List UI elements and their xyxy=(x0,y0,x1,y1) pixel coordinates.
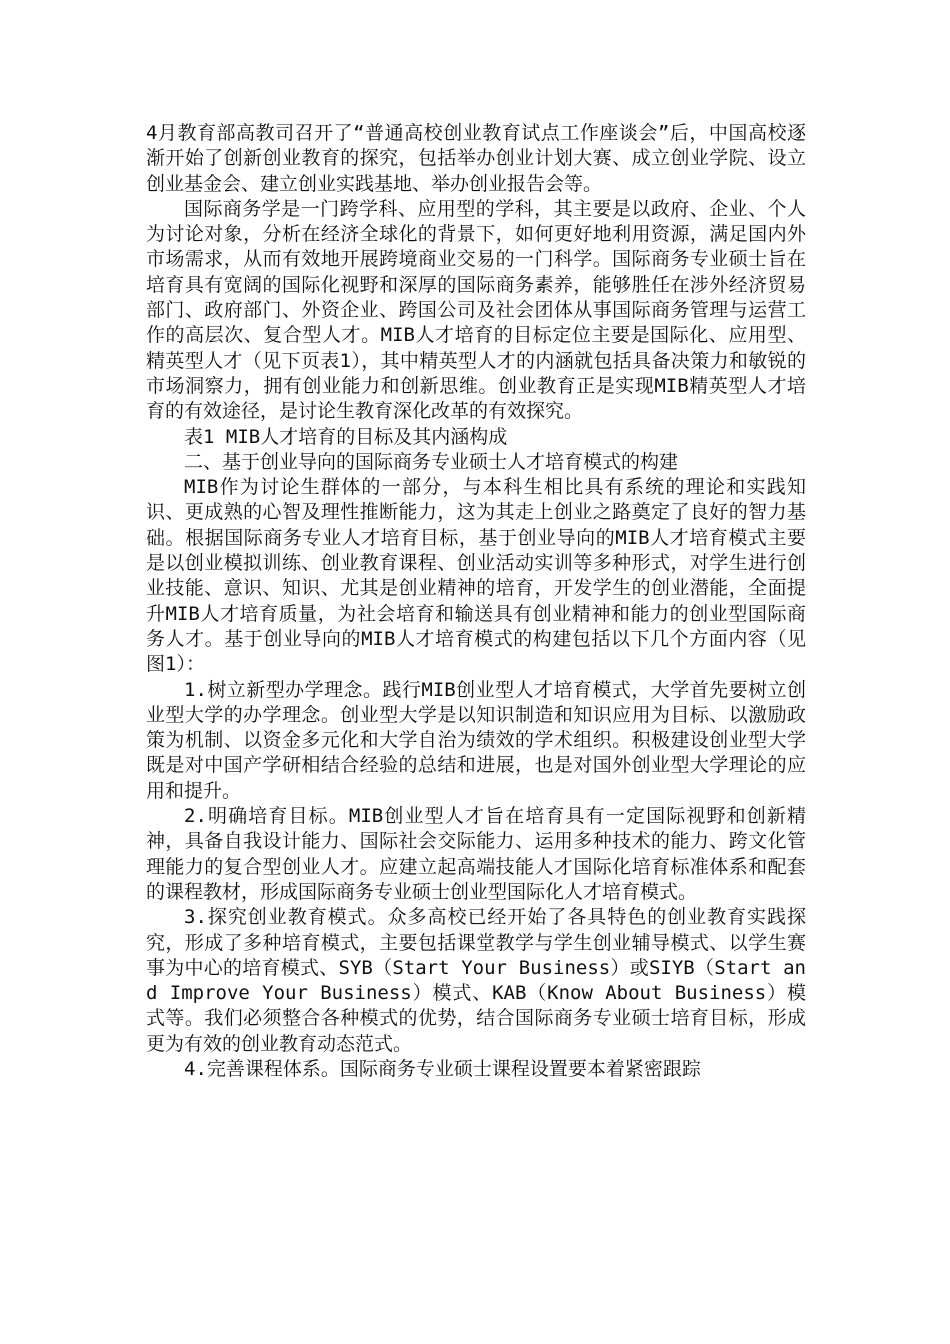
paragraph-international-business: 国际商务学是一门跨学科、应用型的学科，其主要是以政府、企业、个人为讨论对象，分析在经济全球化的背景下，如何更好地利用资源，满足国内外市场需求，从而有效地开展跨境商业交易的一门科学。国际商务专业硕士旨在培育具有宽阔的国际化视野和深厚的国际商务素养，能够胜任在涉外经济贸易部门、政府部门、外资企业、跨国公司及社会团体从事国际商务管理与运营工作的高层次、复合型人才。MIB人才培育的目标定位主要是国际化、应用型、精英型人才（见下页表1），其中精英型人才的内涵就包括具备决策力和敏锐的市场洞察力，拥有创业能力和创新思维。创业教育正是实现MIB精英型人才培育的有效途径，是讨论生教育深化改革的有效探究。 xyxy=(146,197,806,423)
paragraph-intro-continued: 4月教育部高教司召开了“普通高校创业教育试点工作座谈会”后，中国高校逐渐开始了创新创业教育的探究，包括举办创业计划大赛、成立创业学院、设立创业基金会、建立创业实践基地、举办创业报告会等。 xyxy=(146,122,806,195)
document-page xyxy=(146,121,806,1082)
table-caption: 表1 MIB人才培育的目标及其内涵构成 xyxy=(184,425,508,448)
paragraph-item-1: 1.树立新型办学理念。践行MIB创业型人才培育模式，大学首先要树立创业型大学的办学理念。创业型大学是以知识制造和知识应用为目标、以激励政策为机制、以资金多元化和大学自治为绩效的学术组织。积极建设创业型大学既是对中国产学研相结合经验的总结和进展，也是对国外创业型大学理论的应用和提升。 xyxy=(146,678,806,802)
paragraph-mib-model: MIB作为讨论生群体的一部分，与本科生相比具有系统的理论和实践知识、更成熟的心智及理性推断能力，这为其走上创业之路奠定了良好的智力基础。根据国际商务专业人才培育目标，基于创业导向的MIB人才培育模式主要是以创业模拟训练、创业教育课程、创业活动实训等多种形式，对学生进行创业技能、意识、知识、尤其是创业精神的培育，开发学生的创业潜能，全面提升MIB人才培育质量，为社会培育和输送具有创业精神和能力的创业型国际商务人才。基于创业导向的MIB人才培育模式的构建包括以下几个方面内容（见图1）： xyxy=(146,476,806,676)
paragraph-item-4: 4.完善课程体系。国际商务专业硕士课程设置要本着紧密跟踪 xyxy=(184,1057,701,1080)
paragraph-item-2: 2.明确培育目标。MIB创业型人才旨在培育具有一定国际视野和创新精神，具备自我设计能力、国际社会交际能力、运用多种技术的能力、跨文化管理能力的复合型创业人才。应建立起高端技能人才国际化培育标准体系和配套的课程教材，形成国际商务专业硕士创业型国际化人才培育模式。 xyxy=(146,805,806,903)
section-heading: 二、基于创业导向的国际商务专业硕士人才培育模式的构建 xyxy=(184,450,679,473)
paragraph-item-3: 3.探究创业教育模式。众多高校已经开始了各具特色的创业教育实践探究，形成了多种培育模式，主要包括课堂教学与学生创业辅导模式、以学生赛事为中心的培育模式、SYB（Start Your Business）或SIYB（Start and Improve Your Business）模式、KAB（Know About Business）模式等。我们必须整合各种模式的优势，结合国际商务专业硕士培育目标，形成更为有效的创业教育动态范式。 xyxy=(146,906,806,1055)
